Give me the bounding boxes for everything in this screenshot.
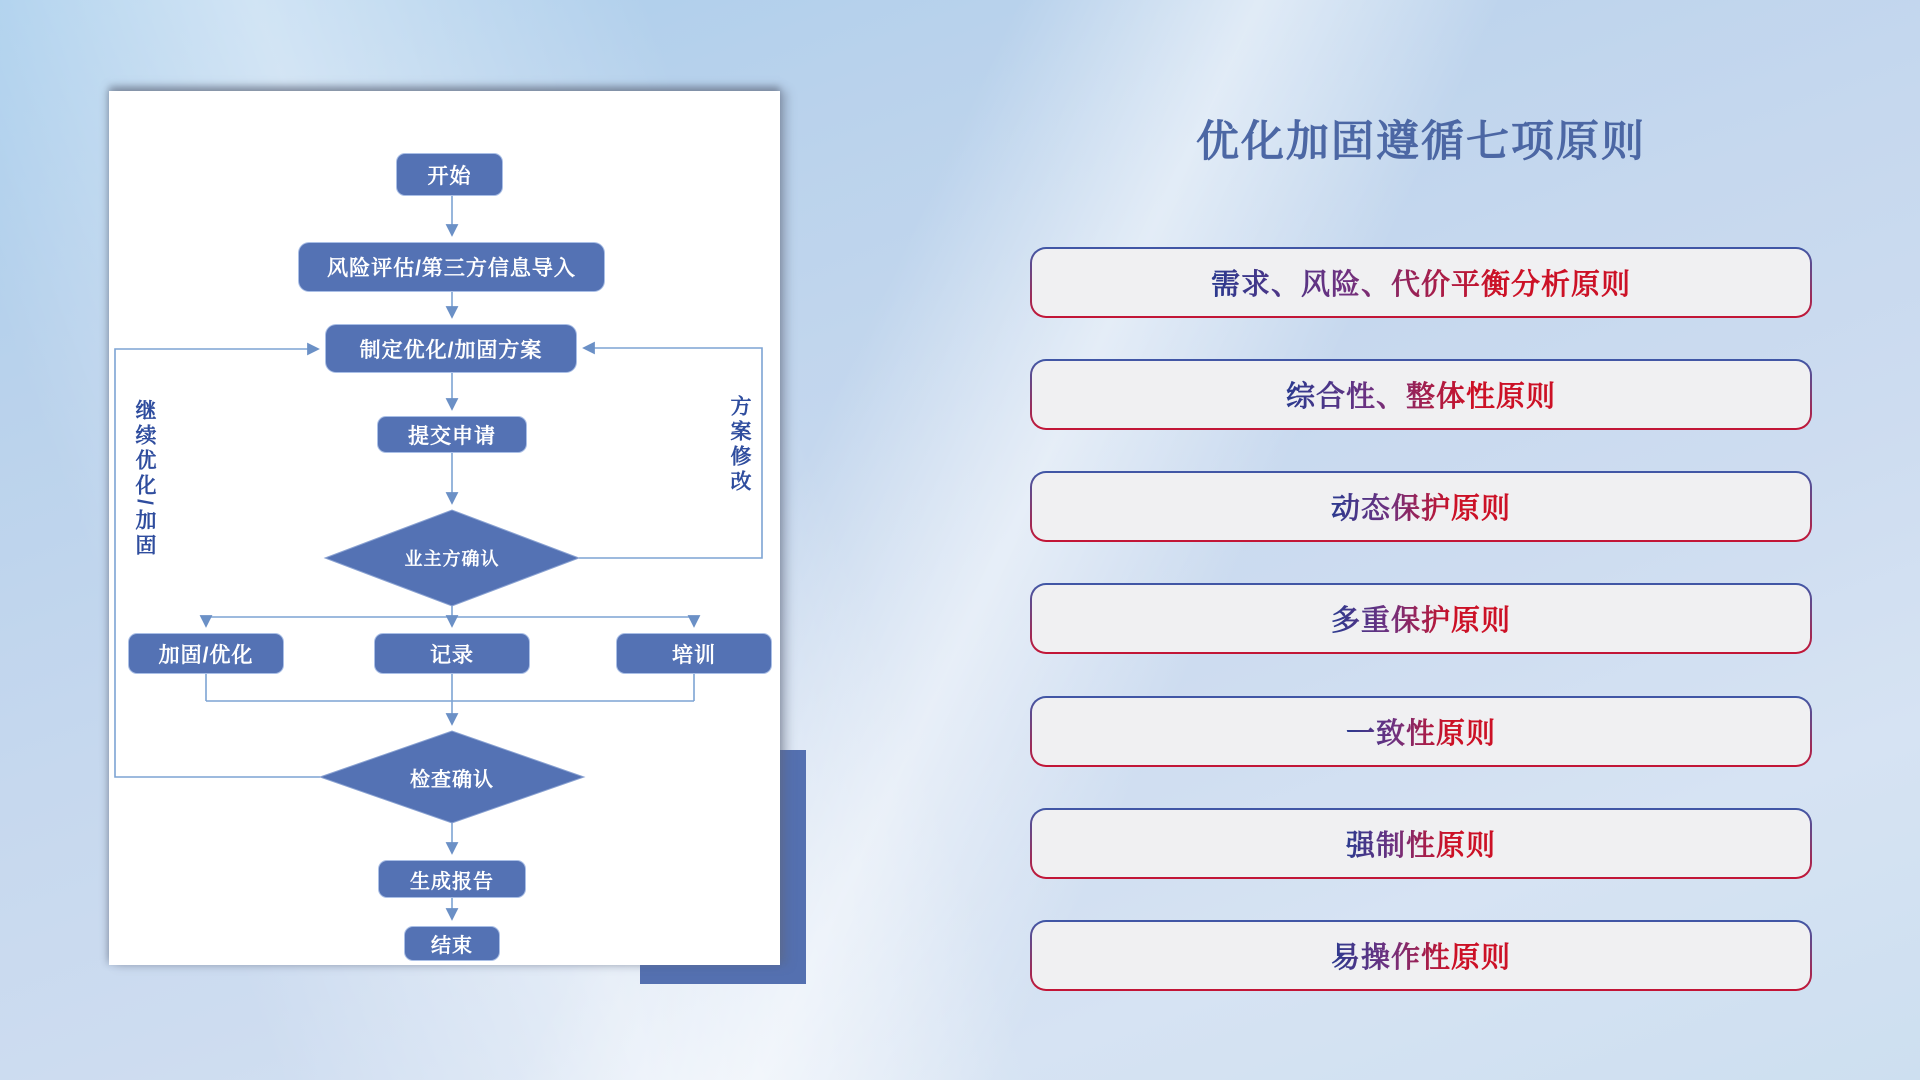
principle-item-4 [1030, 583, 1812, 654]
flow-node-reinforce: 加固/优化 [128, 633, 284, 674]
principle-item-7-box [1032, 922, 1810, 989]
principle-item-6-label: 强制性原则 [1346, 823, 1496, 864]
principle-item-3 [1030, 471, 1812, 542]
flow-node-risk-import: 风险评估/第三方信息导入 [298, 242, 605, 292]
principle-item-7 [1030, 920, 1812, 991]
flow-node-make-plan: 制定优化/加固方案 [325, 324, 577, 373]
principle-item-2 [1030, 359, 1812, 430]
flow-node-report: 生成报告 [378, 860, 526, 898]
page-title: 优化加固遵循七项原则 [1196, 118, 1646, 166]
loop-label-modify: 方案修改 [728, 395, 752, 495]
principle-item-3-box [1032, 473, 1810, 540]
flow-node-submit: 提交申请 [377, 416, 527, 453]
principle-item-5 [1030, 696, 1812, 767]
flow-node-start: 开始 [396, 153, 503, 196]
principle-item-3-label: 动态保护原则 [1331, 486, 1511, 527]
flow-node-record: 记录 [374, 633, 530, 674]
principle-item-7-label: 易操作性原则 [1331, 935, 1511, 976]
flowchart-card [109, 91, 780, 965]
flow-node-owner-confirm-label: 业主方确认 [404, 549, 500, 569]
flow-node-training: 培训 [616, 633, 772, 674]
principle-item-2-box [1032, 361, 1810, 428]
loop-label-continue: 继续优化/加固 [133, 399, 157, 559]
principle-item-4-box [1032, 585, 1810, 652]
flow-node-check-confirm-label: 检查确认 [410, 768, 494, 791]
flowchart-connectors [109, 91, 780, 965]
principle-item-5-box [1032, 698, 1810, 765]
principle-item-5-label: 一致性原则 [1346, 711, 1496, 752]
principle-item-4-label: 多重保护原则 [1331, 598, 1511, 639]
principle-item-6 [1030, 808, 1812, 879]
principle-item-1-box [1032, 249, 1810, 316]
principle-item-2-label: 综合性、整体性原则 [1286, 374, 1556, 415]
principle-item-6-box [1032, 810, 1810, 877]
flow-node-end: 结束 [404, 926, 500, 961]
principle-item-1 [1030, 247, 1812, 318]
principle-item-1-label: 需求、风险、代价平衡分析原则 [1211, 262, 1631, 303]
